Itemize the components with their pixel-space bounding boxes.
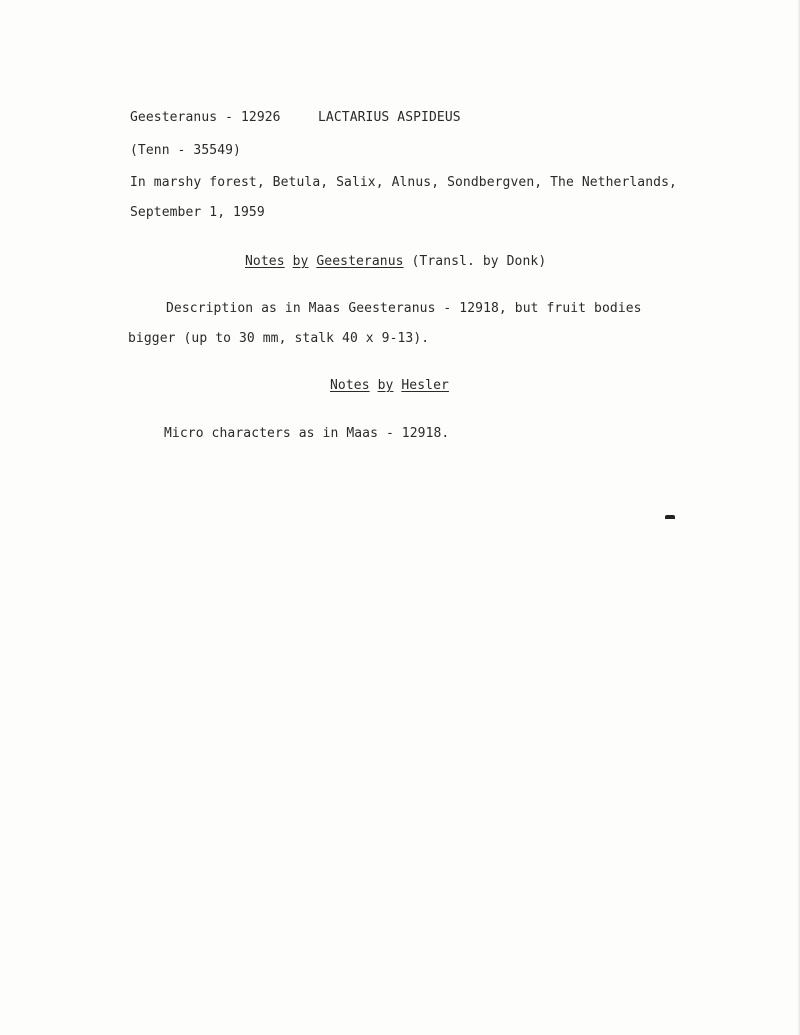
description-line-2: bigger (up to 30 mm, stalk 40 x 9-13).	[128, 331, 430, 346]
notes-word: Notes	[245, 254, 285, 269]
specimen-number: Geesteranus - 12926	[130, 110, 281, 125]
ink-speck	[665, 515, 675, 519]
micro-characters-text: Micro characters as in Maas - 12918.	[164, 426, 450, 441]
species-name: LACTARIUS ASPIDEUS	[318, 110, 461, 125]
habitat-text: In marshy forest, Betula, Salix, Alnus, Sondbergven, The Netherlands,	[130, 175, 677, 190]
notes-word: Notes	[330, 378, 370, 393]
author-name: Hesler	[401, 378, 449, 393]
notes-hesler-heading	[330, 378, 449, 394]
translation-note: (Transl. by Donk)	[403, 254, 547, 269]
by-word: by	[292, 254, 309, 269]
collection-date: September 1, 1959	[130, 205, 265, 220]
by-word: by	[377, 378, 394, 393]
notes-geesteranus-heading	[245, 254, 546, 270]
herbarium-number: (Tenn - 35549)	[130, 143, 241, 158]
author-name: Geesteranus	[316, 254, 404, 269]
description-line-1: Description as in Maas Geesteranus - 12918, but fruit bodies	[166, 301, 642, 316]
